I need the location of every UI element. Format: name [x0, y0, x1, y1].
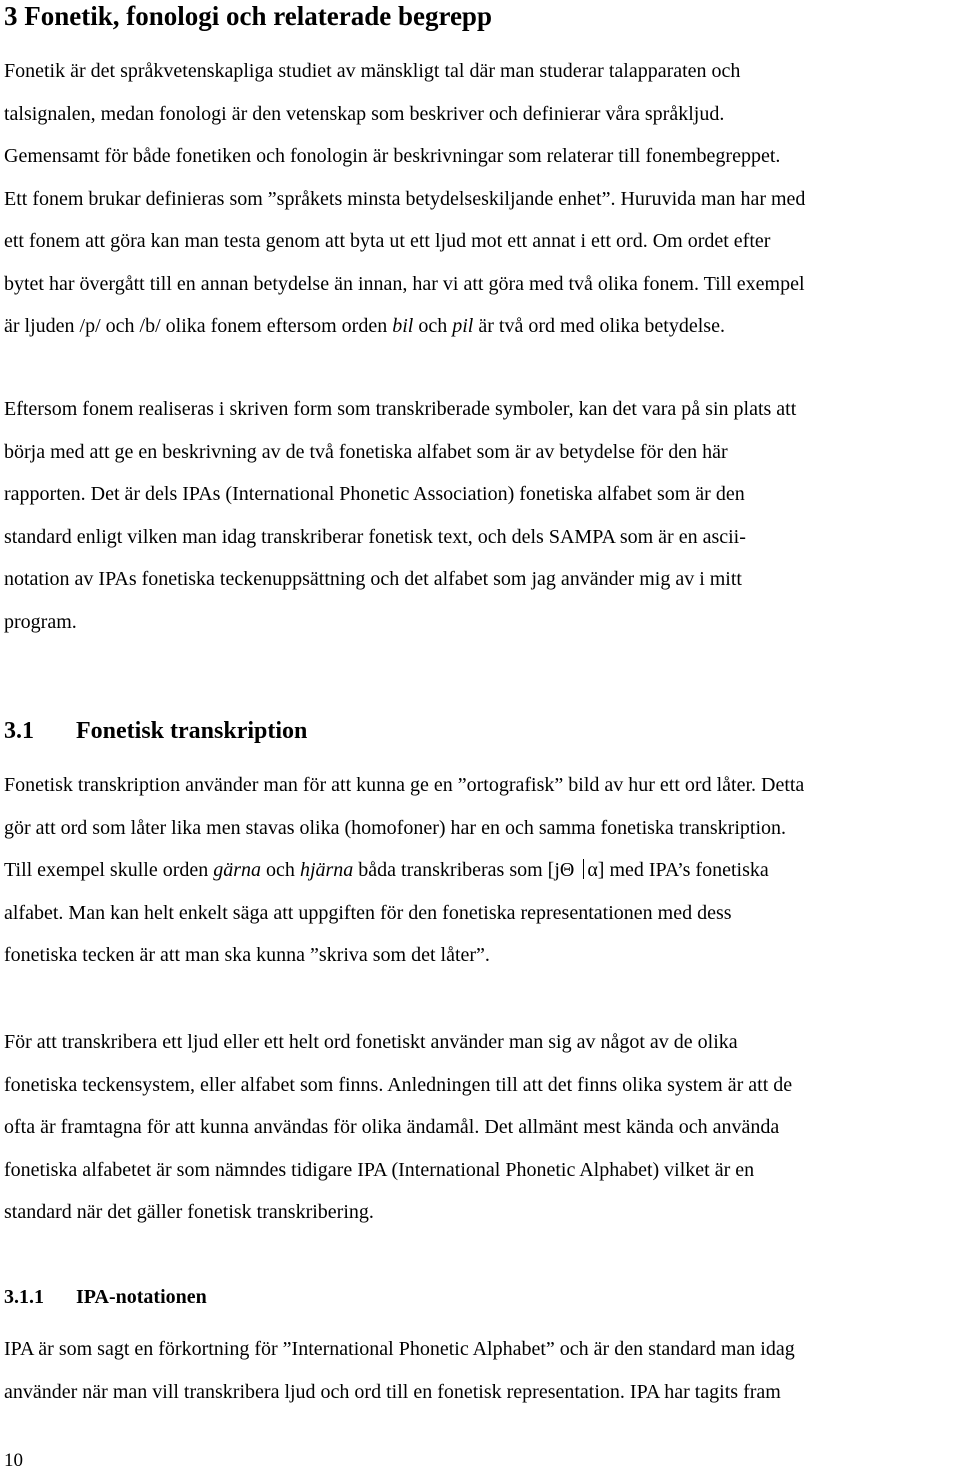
text-line: Fonetik är det språkvetenskapliga studiet av mänskligt tal där man studerar talapparaten och	[4, 60, 741, 82]
paragraph-2	[4, 388, 954, 643]
text-line: Fonetisk transkription använder man för att kunna ge en ”ortografisk” bild av hur ett ord låter. Detta	[4, 774, 805, 796]
text-line: notation av IPAs fonetiska teckenuppsättning och det alfabet som jag använder mig av i mitt	[4, 568, 742, 590]
example-word: pil	[452, 315, 474, 337]
text-line: fonetiska alfabetet är som nämndes tidigare IPA (International Phonetic Alphabet) vilket är en	[4, 1158, 755, 1181]
text-line: rapporten. Det är dels IPAs (International Phonetic Association) fonetiska alfabet som är den	[4, 483, 745, 505]
section-title: IPA-notationen	[76, 1286, 207, 1308]
section-number: 3.1.1	[4, 1286, 44, 1308]
text-line: börja med att ge en beskrivning av de två fonetiska alfabet som är av betydelse för den här	[4, 440, 728, 463]
example-word: gärna	[213, 859, 262, 881]
text-line: För att transkribera ett ljud eller ett helt ord fonetiskt använder man sig av något av de olika	[4, 1031, 738, 1053]
ipa-bar-glyph	[583, 859, 584, 879]
text-line: talsignalen, medan fonologi är den vetenskap som beskriver och definierar våra språkljud.	[4, 102, 725, 125]
section-heading-3-1	[4, 718, 307, 745]
text-line: alfabet. Man kan helt enkelt säga att uppgiften för den fonetiska representationen med dess	[4, 901, 732, 924]
section-heading-3-1-1	[4, 1286, 207, 1309]
paragraph-5	[4, 1328, 954, 1413]
example-word: bil	[392, 315, 414, 337]
text-line: bytet har övergått till en annan betydelse än innan, har vi att göra med två olika fonem. Till exempel	[4, 272, 805, 295]
text-line: standard när det gäller fonetisk transkribering.	[4, 1201, 374, 1223]
chapter-heading: 3 Fonetik, fonologi och relaterade begrepp	[4, 1, 492, 31]
page-number: 10	[4, 1450, 23, 1471]
example-word: hjärna	[299, 859, 354, 881]
section-title: Fonetisk transkription	[76, 718, 308, 744]
text-line: Eftersom fonem realiseras i skriven form som transkriberade symboler, kan det vara på sin plats att	[4, 398, 797, 420]
paragraph-1	[4, 50, 954, 348]
text-line: Till exempel skulle orden gärna och hjärna båda transkriberas som [jΘ α] med IPA’s fonetiska	[4, 859, 769, 881]
text-line: fonetiska teckensystem, eller alfabet som finns. Anledningen till att det finns olika system är att de	[4, 1073, 793, 1096]
text-line: program.	[4, 610, 77, 633]
text-line: använder när man vill transkribera ljud och ord till en fonetisk representation. IPA har tagits fram	[4, 1380, 781, 1403]
text-line: Gemensamt för både fonetiken och fonologin är beskrivningar som relaterar till fonembegreppet.	[4, 145, 781, 167]
text-line: Ett fonem brukar definieras som ”språkets minsta betydelseskiljande enhet”. Huruvida man har med	[4, 187, 806, 210]
text-line: fonetiska tecken är att man ska kunna ”skriva som det låter”.	[4, 944, 490, 966]
text-line: standard enligt vilken man idag transkriberar fonetisk text, och dels SAMPA som är en ascii-	[4, 525, 746, 548]
text-line: ett fonem att göra kan man testa genom att byta ut ett ljud mot ett annat i ett ord. Om ordet efter	[4, 230, 771, 252]
text-line: ofta är framtagna för att kunna användas för olika ändamål. Det allmänt mest kända och använda	[4, 1116, 780, 1138]
paragraph-3	[4, 764, 954, 977]
text-line: är ljuden /p/ och /b/ olika fonem eftersom orden bil och pil är två ord med olika betydelse.	[4, 315, 725, 337]
text-line: gör att ord som låter lika men stavas olika (homofoner) har en och samma fonetiska transkription.	[4, 816, 787, 839]
section-number: 3.1	[4, 718, 34, 744]
paragraph-4	[4, 1021, 954, 1234]
text-line: IPA är som sagt en förkortning för ”International Phonetic Alphabet” och är den standard man idag	[4, 1338, 795, 1360]
